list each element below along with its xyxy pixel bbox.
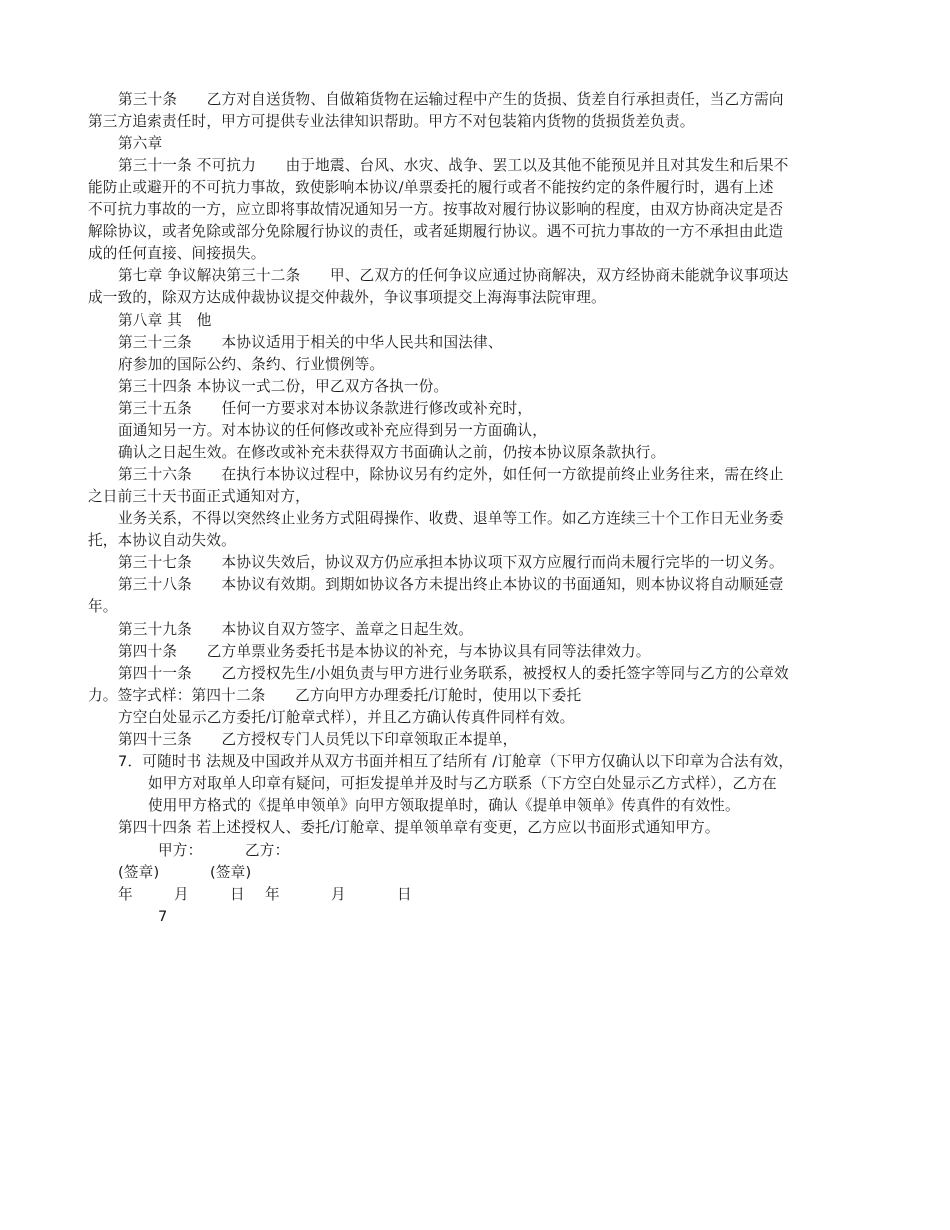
article-41-line-2: 力。签字式样：第四十二条 乙方向甲方办理委托/订舱时，使用以下委托 [88,687,582,704]
article-35-line-3: 确认之日起生效。在修改或补充未获得双方书面确认之前，仍按本协议原条款执行。 [118,444,666,461]
article-43-line-1: 第四十三条 乙方授权专门人员凭以下印章领取正本提单， [118,731,518,748]
chapter-8-heading: 第八章 其 他 [118,312,212,329]
party-a-label: 甲方： [158,842,203,859]
article-38-line-2: 年。 [88,598,118,615]
article-33-line-1: 第三十三条 本协议适用于相关的中华人民共和国法律、 [118,334,503,351]
article-41-line-1: 第四十一条 乙方授权先生/小姐负责与甲方进行业务联系，被授权人的委托签字等同与乙方的公章效 [118,665,789,682]
article-40: 第四十条 乙方单票业务委托书是本协议的补充，与本协议具有同等法律效力。 [118,643,651,660]
article-36-line-3: 业务关系，不得以突然终止业务方式阻碍操作、收费、退单等工作。如乙方连续三十个工作日无业务委 [118,510,784,527]
article-31-line-5: 成的任何直接、间接损失。 [88,245,266,262]
date-day-a: 日 [230,886,245,903]
article-30-line-2: 第三方追索责任时，甲方可提供专业法律知识帮助。甲方不对包装箱内货物的货损货差负责。 [88,113,695,130]
article-37: 第三十七条 本协议失效后，协议双方仍应承担本协议项下双方应履行而尚未履行完毕的一切义务。 [118,554,784,571]
article-31-line-2: 能防止或避开的不可抗力事故，致使影响本协议/单票委托的履行或者不能按约定的条件履行时，遇有上述 [88,179,774,196]
item-7-line-1: 7．可随时书 法规及中国政并从双方书面并相互了结所有 /订舱章（下甲方仅确认以下印章为合法有效， [118,753,794,770]
article-32-line-2: 成一致的，除双方达成仲裁协议提交仲裁外，争议事项提交上海海事法院审理。 [88,289,606,306]
article-31-line-1: 第三十一条 不可抗力 由于地震、台风、水灾、战争、罢工以及其他不能预见并且对其发生和后果不 [118,157,789,174]
item-7-line-3: 使用甲方格式的《提单申领单》向甲方领取提单时，确认《提单申领单》传真件的有效性。 [148,797,740,814]
article-31-line-3: 不可抗力事故的一方，应立即将事故情况通知另一方。按事故对履行协议影响的程度，由双方协商决定是否 [88,201,784,218]
article-34: 第三十四条 本协议一式二份，甲乙双方各执一份。 [118,378,449,395]
date-year-b: 年 [265,886,280,903]
article-38-line-1: 第三十八条 本协议有效期。到期如协议各方未提出终止本协议的书面通知，则本协议将自动顺延壹 [118,576,784,593]
article-36-line-1: 第三十六条 在执行本协议过程中，除协议另有约定外，如任何一方欲提前终止业务往来，需在终止 [118,466,784,483]
article-35-line-2: 面通知另一方。对本协议的任何修改或补充应得到另一方面确认， [118,422,548,439]
party-b-seal: (签章) [210,864,252,881]
date-month-a: 月 [174,886,189,903]
party-a-seal: (签章) [118,864,160,881]
date-day-b: 日 [397,886,412,903]
article-44: 第四十四条 若上述授权人、委托/订舱章、提单领单章有变更，乙方应以书面形式通知甲方。 [118,819,720,836]
date-year-a: 年 [118,886,133,903]
date-month-b: 月 [331,886,346,903]
page-number: 7 [158,908,168,925]
article-36-line-4: 托，本协议自动失效。 [88,532,236,549]
article-39: 第三十九条 本协议自双方签字、盖章之日起生效。 [118,621,474,638]
article-33-line-2: 府参加的国际公约、条约、行业惯例等。 [118,356,385,373]
article-42-line-2: 方空白处显示乙方委托/订舱章式样），并且乙方确认传真件同样有效。 [118,709,575,726]
article-35-line-1: 第三十五条 任何一方要求对本协议条款进行修改或补充时， [118,400,533,417]
chapter-6-heading: 第六章 [118,135,163,152]
item-7-line-2: 如甲方对取单人印章有疑问，可拒发提单并及时与乙方联系（下方空白处显示乙方式样），乙方在 [148,775,777,792]
article-31-line-4: 解除协议，或者免除或部分免除履行协议的责任，或者延期履行协议。遇不可抗力事故的一方不承担由此造 [88,223,784,240]
article-32-line-1: 第七章 争议解决第三十二条 甲、乙双方的任何争议应通过协商解决，双方经协商未能就争议事项达 [118,267,789,284]
article-30-line-1: 第三十条 乙方对自送货物、自做箱货物在运输过程中产生的货损、货差自行承担责任，当乙方需向 [118,91,784,108]
party-b-label: 乙方： [245,842,290,859]
article-36-line-2: 之日前三十天书面正式通知对方， [88,488,310,505]
